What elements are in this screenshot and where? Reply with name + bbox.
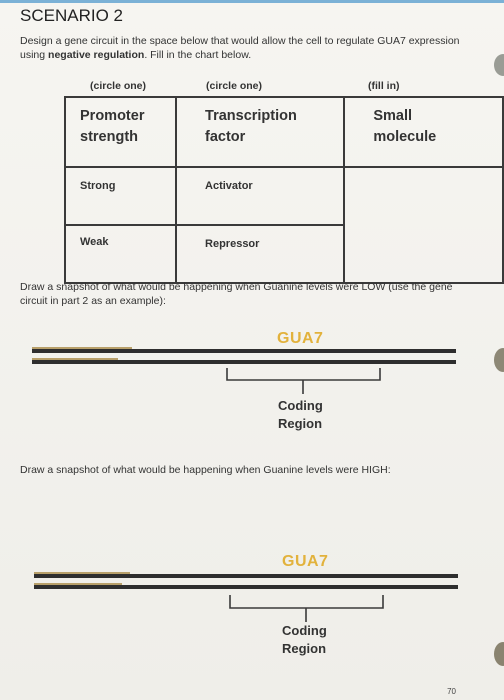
header-tf-line1: Transcription xyxy=(205,108,297,124)
gene-label-gua7: GUA7 xyxy=(277,330,324,347)
instruction-text xyxy=(20,34,480,62)
binder-ring-decoration xyxy=(494,54,504,76)
coding-region-line2: Region xyxy=(282,641,327,656)
table-row xyxy=(65,167,503,225)
header-sm-line2: molecule xyxy=(373,129,437,145)
header-transcription-factor xyxy=(176,97,344,167)
option-activator[interactable]: Activator xyxy=(176,167,344,225)
gene-circuit-table xyxy=(64,96,504,284)
instruction-part1: Design a gene circuit in the space below that would allow the cell to regulate GUA7 expression using xyxy=(20,35,460,61)
top-edge-strip xyxy=(0,0,504,3)
table-header-row xyxy=(65,97,503,167)
column-hint-small-molecule: (fill in) xyxy=(368,80,400,92)
option-repressor[interactable]: Repressor xyxy=(176,225,344,283)
gene-label-gua7: GUA7 xyxy=(282,553,329,570)
coding-region-line1: Coding xyxy=(282,623,327,638)
option-weak[interactable]: Weak xyxy=(65,225,176,283)
coding-region-label xyxy=(282,622,327,658)
column-hint-transcription-factor: (circle one) xyxy=(206,80,263,92)
header-promoter-strength xyxy=(65,97,176,167)
header-tf-line2: factor xyxy=(205,129,246,145)
scenario-title: SCENARIO 2 xyxy=(20,6,123,25)
coding-region-label xyxy=(278,397,323,433)
header-sm-line1: Small xyxy=(373,108,413,124)
coding-region-bracket xyxy=(0,553,504,663)
prompt-guanine-high: Draw a snapshot of what would be happening when Guanine levels were HIGH: xyxy=(20,464,391,476)
coding-region-line2: Region xyxy=(278,416,323,431)
header-promoter-line1: Promoter xyxy=(80,108,145,124)
column-hint-promoter: (circle one) xyxy=(90,80,147,92)
gene-diagram-high xyxy=(0,553,504,663)
header-promoter-line2: strength xyxy=(80,129,138,145)
page-number: 70 xyxy=(447,687,456,696)
instruction-part2: . Fill in the chart below. xyxy=(144,49,252,61)
coding-region-bracket xyxy=(0,330,504,440)
small-molecule-fill-in-cell[interactable] xyxy=(344,167,503,283)
option-strong[interactable]: Strong xyxy=(65,167,176,225)
prompt-guanine-low: Draw a snapshot of what would be happening when Guanine levels were LOW (use the gene circuit in part 2 as an example): xyxy=(20,281,453,307)
header-small-molecule xyxy=(344,97,503,167)
gene-diagram-low xyxy=(0,330,504,440)
coding-region-line1: Coding xyxy=(278,398,323,413)
instruction-emphasis: negative regulation xyxy=(48,49,145,61)
